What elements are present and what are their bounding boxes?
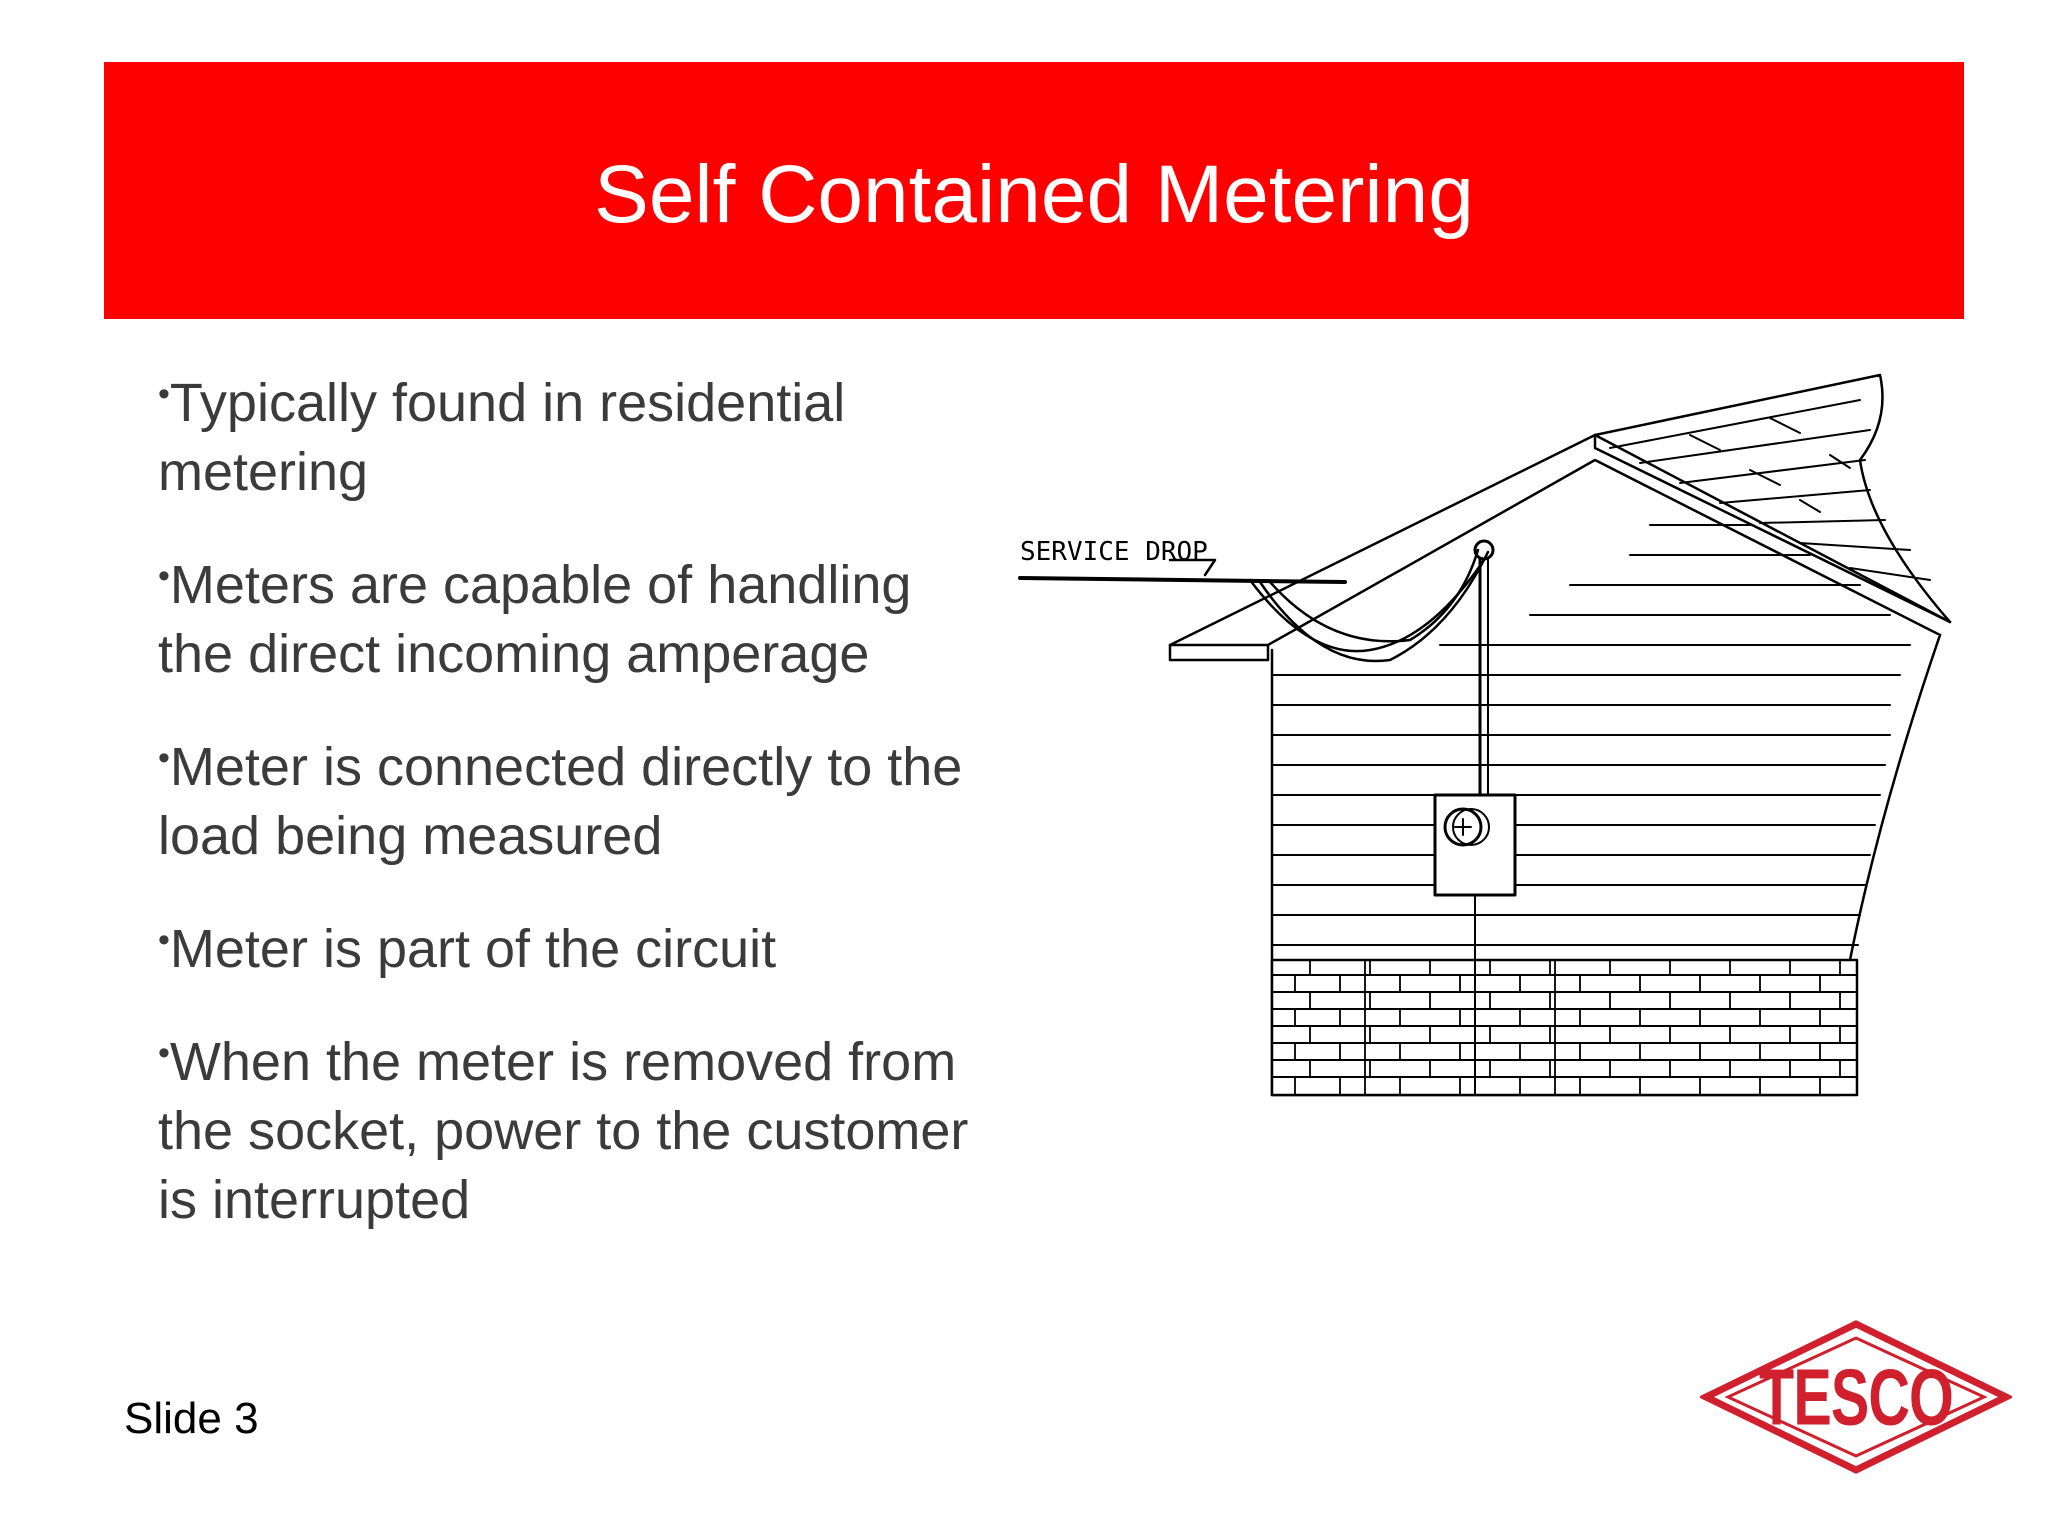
bullet-glyph: •	[158, 1034, 170, 1072]
slide-number: Slide 3	[124, 1394, 259, 1443]
bullet-item	[158, 1019, 988, 1235]
bullet-item	[158, 724, 988, 871]
roof-fascia	[1170, 645, 1268, 660]
service-drop-wire	[1020, 578, 1345, 582]
bullet-text: Meter is part of the circuit	[169, 919, 777, 979]
bullet-item	[158, 906, 988, 984]
bullet-text: Meters are capable of handling the direct incoming amperage	[158, 555, 912, 684]
bullet-glyph: •	[158, 557, 170, 595]
house-meter-diagram	[1010, 360, 1970, 1110]
bullet-item	[158, 360, 988, 507]
bullet-list	[158, 360, 988, 1270]
logo-text: TESCO	[1759, 1352, 1953, 1442]
bullet-text: Typically found in residential metering	[158, 373, 846, 502]
brick-foundation	[1272, 960, 1857, 1095]
slide-title: Self Contained Metering	[594, 148, 1474, 240]
bullet-glyph: •	[158, 921, 170, 959]
title-bar	[104, 62, 1964, 319]
bullet-text: Meter is connected directly to the load being measured	[158, 737, 963, 866]
tesco-logo	[1700, 1318, 2012, 1476]
bullet-glyph: •	[158, 375, 170, 413]
service-drop-label: SERVICE DROP	[1020, 537, 1208, 567]
bullet-glyph: •	[158, 739, 170, 777]
bullet-text: When the meter is removed from the socket, power to the customer is interrupted	[158, 1032, 969, 1230]
bullet-item	[158, 542, 988, 689]
